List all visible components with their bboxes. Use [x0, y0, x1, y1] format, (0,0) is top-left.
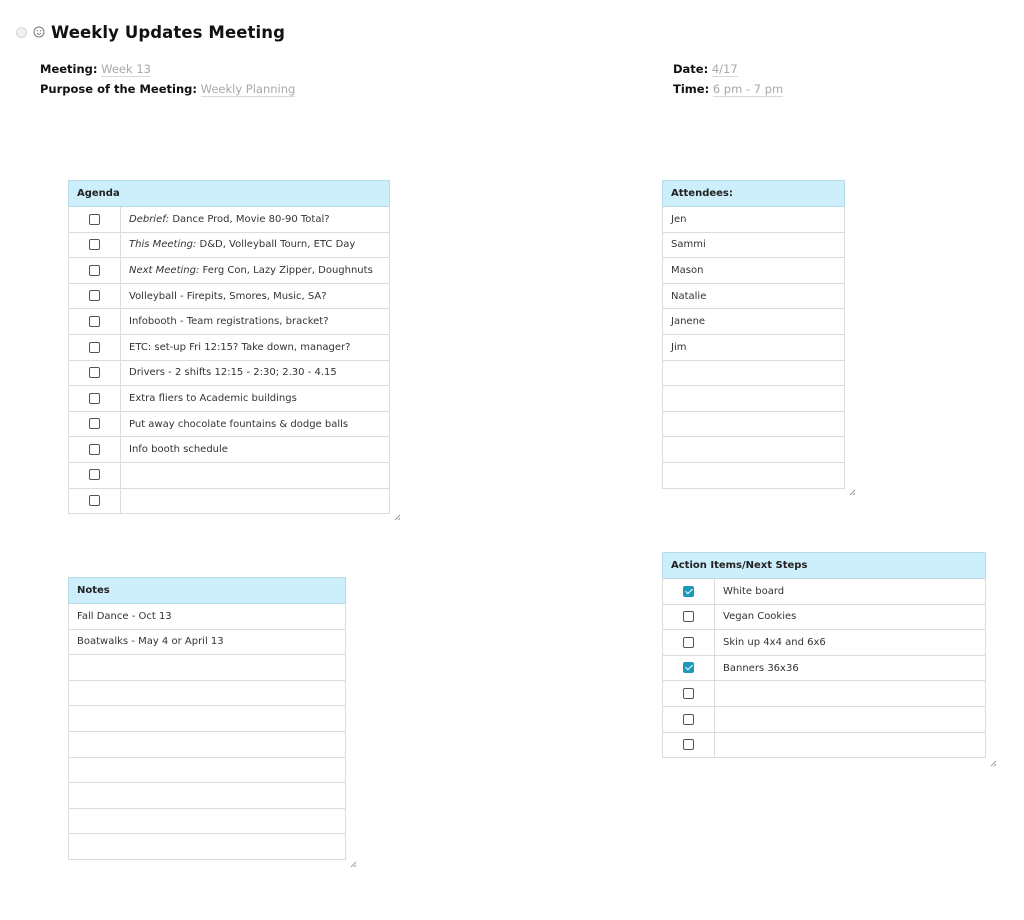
table-row: [663, 630, 986, 656]
checkbox[interactable]: [683, 611, 694, 622]
checkbox[interactable]: [89, 367, 100, 378]
checkbox-cell: [663, 630, 715, 656]
checkbox[interactable]: [89, 418, 100, 429]
agenda-item-text: Info booth schedule: [129, 444, 228, 456]
agenda-item-text: D&D, Volleyball Tourn, ETC Day: [196, 239, 356, 251]
meeting-meta: [40, 59, 295, 99]
table-header-row: [69, 181, 390, 207]
table-row: [69, 655, 346, 681]
checkbox[interactable]: [89, 239, 100, 250]
attendee-cell[interactable]: [663, 386, 845, 412]
action-item-cell[interactable]: Banners 36x36: [715, 655, 986, 681]
attendee-cell[interactable]: [663, 360, 845, 386]
action-item-cell[interactable]: [715, 732, 986, 758]
date-time-meta: [673, 59, 783, 99]
table-row: [663, 732, 986, 758]
note-cell[interactable]: [69, 808, 346, 834]
resize-handle-icon[interactable]: [990, 760, 997, 767]
table-row: [663, 681, 986, 707]
attendees-table: [662, 180, 845, 489]
agenda-item-cell[interactable]: [121, 411, 390, 437]
table-row: [69, 334, 390, 360]
table-row: [69, 706, 346, 732]
agenda-item-prefix: Debrief:: [129, 213, 170, 225]
table-row: [69, 411, 390, 437]
table-row: [663, 462, 845, 488]
action-items-body: [663, 579, 986, 758]
purpose-label: Purpose of the Meeting:: [40, 82, 197, 96]
table-row: [663, 360, 845, 386]
note-cell[interactable]: Fall Dance - Oct 13: [69, 604, 346, 630]
checkbox-cell: [69, 334, 121, 360]
note-cell[interactable]: Boatwalks - May 4 or April 13: [69, 629, 346, 655]
table-row: [69, 808, 346, 834]
checkbox-cell: [69, 386, 121, 412]
agenda-item-cell[interactable]: [121, 207, 390, 233]
table-row: [69, 604, 346, 630]
checkbox-cell: [663, 706, 715, 732]
table-row: [69, 680, 346, 706]
agenda-body: [69, 207, 390, 514]
checkbox-cell: [69, 258, 121, 284]
checkbox[interactable]: [89, 342, 100, 353]
checkbox-cell: [69, 360, 121, 386]
agenda-item-cell[interactable]: [121, 360, 390, 386]
title-row: [16, 22, 285, 42]
page-title[interactable]: Weekly Updates Meeting: [51, 22, 286, 42]
agenda-item-text: Ferg Con, Lazy Zipper, Doughnuts: [199, 264, 373, 276]
attendee-cell[interactable]: Sammi: [663, 232, 845, 258]
agenda-item-cell[interactable]: [121, 334, 390, 360]
agenda-item-cell[interactable]: [121, 309, 390, 335]
action-items-header[interactable]: Action Items/Next Steps: [663, 553, 986, 579]
action-item-cell[interactable]: Skin up 4x4 and 6x6: [715, 630, 986, 656]
table-row: [69, 629, 346, 655]
checkbox-cell: [69, 232, 121, 258]
checkbox-cell: [69, 207, 121, 233]
note-cell[interactable]: [69, 834, 346, 860]
agenda-item-text: Extra fliers to Academic buildings: [129, 392, 297, 404]
checkbox-checked[interactable]: [683, 586, 694, 597]
checkbox[interactable]: [89, 316, 100, 327]
agenda-item-text: Drivers - 2 shifts 12:15 - 2:30; 2.30 - 4.15: [129, 367, 337, 379]
attendee-cell[interactable]: [663, 437, 845, 463]
time-label: Time:: [673, 82, 710, 96]
table-row: [69, 757, 346, 783]
table-row: [663, 258, 845, 284]
agenda-item-cell[interactable]: [121, 232, 390, 258]
table-row: [69, 207, 390, 233]
table-row: [69, 232, 390, 258]
attendees-body: [663, 207, 845, 489]
time-row: [673, 79, 783, 99]
table-row: [663, 579, 986, 605]
checkbox-cell: [69, 411, 121, 437]
action-item-cell[interactable]: [715, 681, 986, 707]
note-cell[interactable]: [69, 783, 346, 809]
attendee-cell[interactable]: Jim: [663, 334, 845, 360]
checkbox[interactable]: [683, 637, 694, 648]
checkbox[interactable]: [89, 444, 100, 455]
agenda-item-cell[interactable]: [121, 437, 390, 463]
checkbox[interactable]: [89, 290, 100, 301]
agenda-table: [68, 180, 390, 514]
table-row: [663, 232, 845, 258]
attendee-cell[interactable]: [663, 411, 845, 437]
checkbox-cell: [69, 309, 121, 335]
attendees-header[interactable]: Attendees:: [663, 181, 845, 207]
agenda-item-text: Infobooth - Team registrations, bracket?: [129, 316, 329, 328]
checkbox-cell: [69, 488, 121, 514]
note-cell[interactable]: [69, 731, 346, 757]
checkbox-cell: [663, 604, 715, 630]
agenda-item-text: Put away chocolate fountains & dodge balls: [129, 418, 349, 430]
resize-handle-icon[interactable]: [350, 861, 357, 868]
table-header-row: [69, 578, 346, 604]
agenda-item-text: Volleyball - Firepits, Smores, Music, SA?: [129, 290, 327, 302]
action-item-cell[interactable]: White board: [715, 579, 986, 605]
note-cell[interactable]: [69, 706, 346, 732]
checkbox[interactable]: [89, 469, 100, 480]
table-row: [663, 207, 845, 233]
agenda-item-prefix: This Meeting:: [129, 239, 197, 251]
table-header-row: [663, 181, 845, 207]
note-cell[interactable]: [69, 655, 346, 681]
agenda-item-cell[interactable]: [121, 258, 390, 284]
table-row: [663, 309, 845, 335]
checkbox-cell: [69, 462, 121, 488]
table-row: [663, 437, 845, 463]
table-row: [69, 309, 390, 335]
agenda-header[interactable]: Agenda: [69, 181, 390, 207]
table-row: [69, 488, 390, 514]
resize-handle-icon[interactable]: [394, 514, 401, 521]
agenda-item-cell[interactable]: [121, 386, 390, 412]
time-value[interactable]: 6 pm - 7 pm: [712, 82, 784, 96]
smiley-icon[interactable]: [33, 26, 45, 38]
circle-icon[interactable]: [16, 27, 27, 38]
notes-table: [68, 577, 346, 860]
checkbox[interactable]: [683, 739, 694, 750]
checkbox[interactable]: [683, 714, 694, 725]
checkbox[interactable]: [683, 688, 694, 699]
table-row: [663, 604, 986, 630]
agenda-item-text: Dance Prod, Movie 80-90 Total?: [169, 213, 330, 225]
attendee-cell[interactable]: Jen: [663, 207, 845, 233]
table-row: [663, 411, 845, 437]
note-cell[interactable]: [69, 757, 346, 783]
attendee-cell[interactable]: Natalie: [663, 283, 845, 309]
meeting-value[interactable]: Week 13: [101, 62, 151, 76]
table-header-row: [663, 553, 986, 579]
checkbox-cell: [69, 283, 121, 309]
table-row: [663, 386, 845, 412]
checkbox[interactable]: [89, 214, 100, 225]
checkbox-checked[interactable]: [683, 662, 694, 673]
checkbox[interactable]: [89, 393, 100, 404]
purpose-value[interactable]: Weekly Planning: [200, 82, 296, 96]
agenda-item-prefix: Next Meeting:: [129, 264, 200, 276]
resize-handle-icon[interactable]: [849, 489, 856, 496]
checkbox-cell: [663, 579, 715, 605]
table-row: [69, 783, 346, 809]
table-row: [69, 462, 390, 488]
agenda-item-cell[interactable]: [121, 488, 390, 514]
attendee-cell[interactable]: Mason: [663, 258, 845, 284]
action-item-cell[interactable]: [715, 706, 986, 732]
table-row: [69, 360, 390, 386]
meeting-row: [40, 59, 295, 79]
table-row: [663, 334, 845, 360]
notes-header[interactable]: Notes: [69, 578, 346, 604]
table-row: [69, 386, 390, 412]
checkbox-cell: [663, 681, 715, 707]
table-row: [69, 258, 390, 284]
note-cell[interactable]: [69, 680, 346, 706]
table-row: [69, 834, 346, 860]
table-row: [663, 706, 986, 732]
date-label: Date:: [673, 62, 709, 76]
checkbox-cell: [69, 437, 121, 463]
table-row: [69, 437, 390, 463]
date-row: [673, 59, 783, 79]
agenda-item-cell[interactable]: [121, 283, 390, 309]
attendee-cell[interactable]: [663, 462, 845, 488]
action-item-cell[interactable]: Vegan Cookies: [715, 604, 986, 630]
date-value[interactable]: 4/17: [711, 62, 738, 76]
table-row: [663, 283, 845, 309]
checkbox-cell: [663, 655, 715, 681]
meeting-label: Meeting:: [40, 62, 98, 76]
checkbox[interactable]: [89, 495, 100, 506]
checkbox-cell: [663, 732, 715, 758]
agenda-item-text: ETC: set-up Fri 12:15? Take down, manager?: [129, 341, 351, 353]
action-items-table: [662, 552, 986, 758]
agenda-item-cell[interactable]: [121, 462, 390, 488]
checkbox[interactable]: [89, 265, 100, 276]
table-row: [69, 731, 346, 757]
notes-body: [69, 604, 346, 860]
purpose-row: [40, 79, 295, 99]
attendee-cell[interactable]: Janene: [663, 309, 845, 335]
table-row: [69, 283, 390, 309]
table-row: [663, 655, 986, 681]
